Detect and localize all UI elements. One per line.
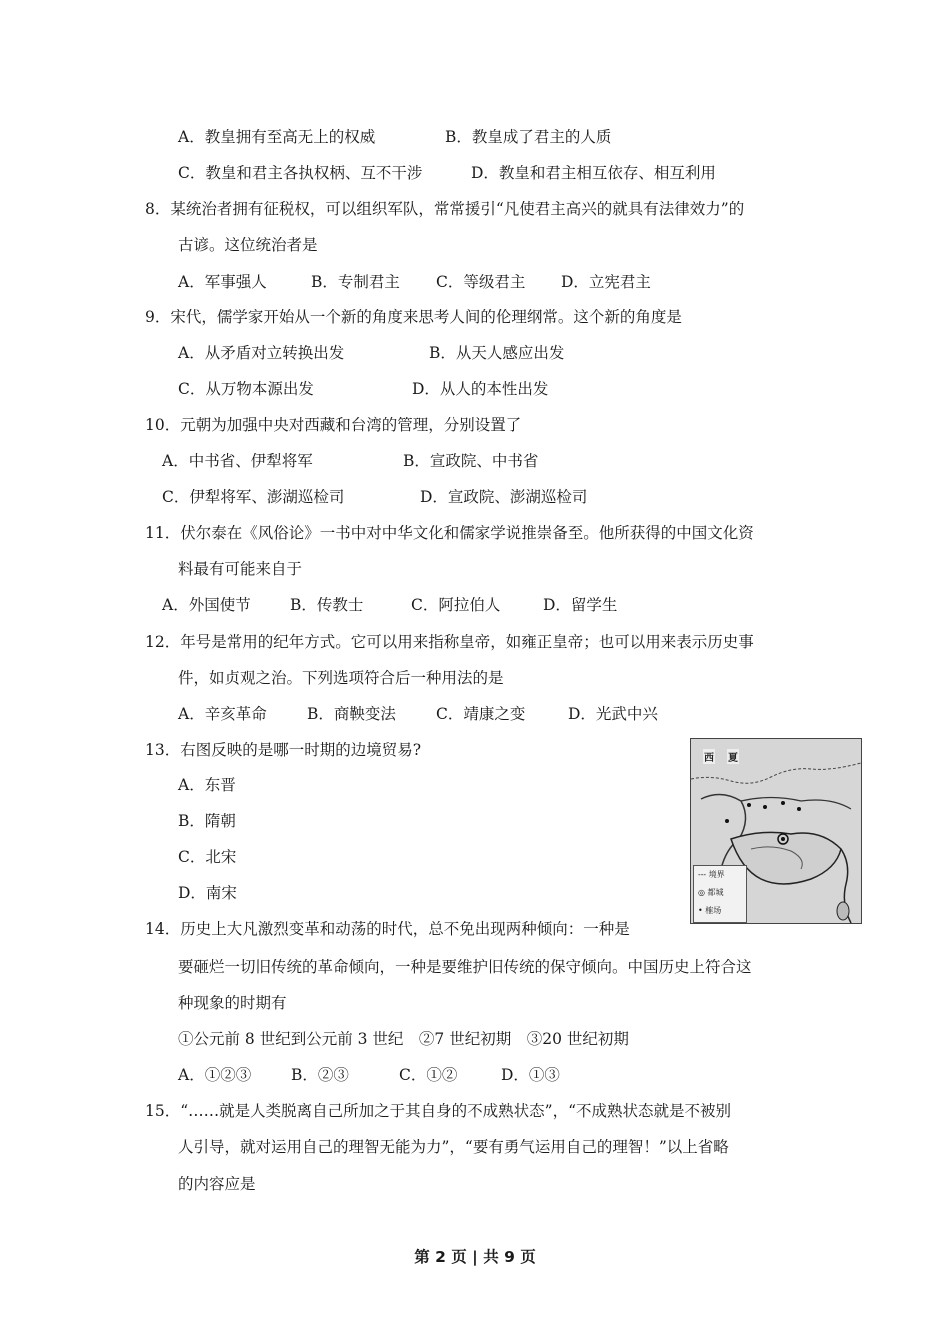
q8-option-d: D．立宪君主 [561, 273, 651, 291]
q11-option-a: A．外国使节 [162, 596, 251, 614]
q7-option-b: B．教皇成了君主的人质 [445, 128, 612, 146]
q12-option-c: C．靖康之变 [436, 705, 526, 723]
q8-option-c: C．等级君主 [436, 273, 526, 291]
q13-option-d: D．南宋 [178, 884, 237, 902]
q9-option-d: D．从人的本性出发 [412, 380, 549, 398]
q10-stem-line1: 10．元朝为加强中央对西藏和台湾的管理，分别设置了 [145, 416, 522, 434]
q13-option-b: B．隋朝 [178, 812, 236, 830]
q10-option-c: C．伊犁将军、澎湖巡检司 [162, 488, 345, 506]
q9-option-c: C．从万物本源出发 [178, 380, 314, 398]
q9-option-b: B．从天人感应出发 [429, 344, 565, 362]
q8-stem-line1: 8．某统治者拥有征税权，可以组织军队，常常援引“凡使君主高兴的就具有法律效力”的 [145, 200, 745, 218]
legend-market: • 榷场 [698, 906, 722, 915]
map-label-xia: 夏 [727, 749, 739, 764]
border-trade-map [690, 738, 862, 924]
q15-stem-line3: 的内容应是 [178, 1175, 256, 1193]
q13-stem-line1: 13．右图反映的是哪一时期的边境贸易? [145, 741, 422, 759]
q14-stem-line4: ①公元前 8 世纪到公元前 3 世纪 ②7 世纪初期 ③20 世纪初期 [178, 1030, 629, 1048]
q14-option-b: B．②③ [291, 1066, 349, 1084]
q15-stem-line2: 人引导，就对运用自己的理智无能为力”，“要有勇气运用自己的理智！”以上省略 [178, 1138, 729, 1156]
q7-option-c: C．教皇和君主各执权柄、互不干涉 [178, 164, 423, 182]
q11-option-c: C．阿拉伯人 [411, 596, 501, 614]
q14-option-c: C．①② [399, 1066, 458, 1084]
q14-stem-line2: 要砸烂一切旧传统的革命倾向，一种是要维护旧传统的保守倾向。中国历史上符合这 [178, 958, 752, 976]
q9-stem-line1: 9．宋代，儒学家开始从一个新的角度来思考人间的伦理纲常。这个新的角度是 [145, 308, 682, 326]
q8-option-a: A．军事强人 [178, 273, 267, 291]
q12-option-d: D．光武中兴 [568, 705, 658, 723]
q14-option-a: A．①②③ [178, 1066, 252, 1084]
map-legend [693, 865, 747, 923]
q7-option-d: D．教皇和君主相互依存、相互利用 [471, 164, 716, 182]
q15-stem-line1: 15．“……就是人类脱离自己所加之于其自身的不成熟状态”，“不成熟状态就是不被别 [145, 1102, 731, 1120]
legend-capital: ◎ 都城 [698, 888, 724, 897]
q10-option-b: B．宣政院、中书省 [403, 452, 539, 470]
q7-option-a: A．教皇拥有至高无上的权威 [178, 128, 376, 146]
q14-option-d: D．①③ [501, 1066, 560, 1084]
map-label-xi: 西 [703, 749, 715, 764]
q8-stem-line2: 古谚。这位统治者是 [178, 236, 318, 254]
q14-stem-line3: 种现象的时期有 [178, 994, 287, 1012]
q11-stem-line1: 11．伏尔泰在《风俗论》一书中对中华文化和儒家学说推崇备至。他所获得的中国文化资 [145, 524, 754, 542]
legend-border: --- 境界 [698, 870, 725, 879]
q12-option-b: B．商鞅变法 [307, 705, 396, 723]
q13-option-a: A．东晋 [178, 776, 236, 794]
q10-option-d: D．宣政院、澎湖巡检司 [420, 488, 588, 506]
q12-option-a: A．辛亥革命 [178, 705, 267, 723]
q11-stem-line2: 料最有可能来自于 [178, 560, 303, 578]
q11-option-d: D．留学生 [543, 596, 618, 614]
q10-option-a: A．中书省、伊犁将军 [162, 452, 313, 470]
q14-stem-line1: 14．历史上大凡激烈变革和动荡的时代，总不免出现两种倾向：一种是 [145, 920, 630, 938]
q13-option-c: C．北宋 [178, 848, 237, 866]
q8-option-b: B．专制君主 [311, 273, 400, 291]
q12-stem-line2: 件，如贞观之治。下列选项符合后一种用法的是 [178, 669, 504, 687]
q12-stem-line1: 12．年号是常用的纪年方式。它可以用来指称皇帝，如雍正皇帝；也可以用来表示历史事 [145, 633, 754, 651]
page-footer: 第 2 页 | 共 9 页 [414, 1248, 536, 1266]
q9-option-a: A．从矛盾对立转换出发 [178, 344, 345, 362]
q11-option-b: B．传教士 [290, 596, 364, 614]
